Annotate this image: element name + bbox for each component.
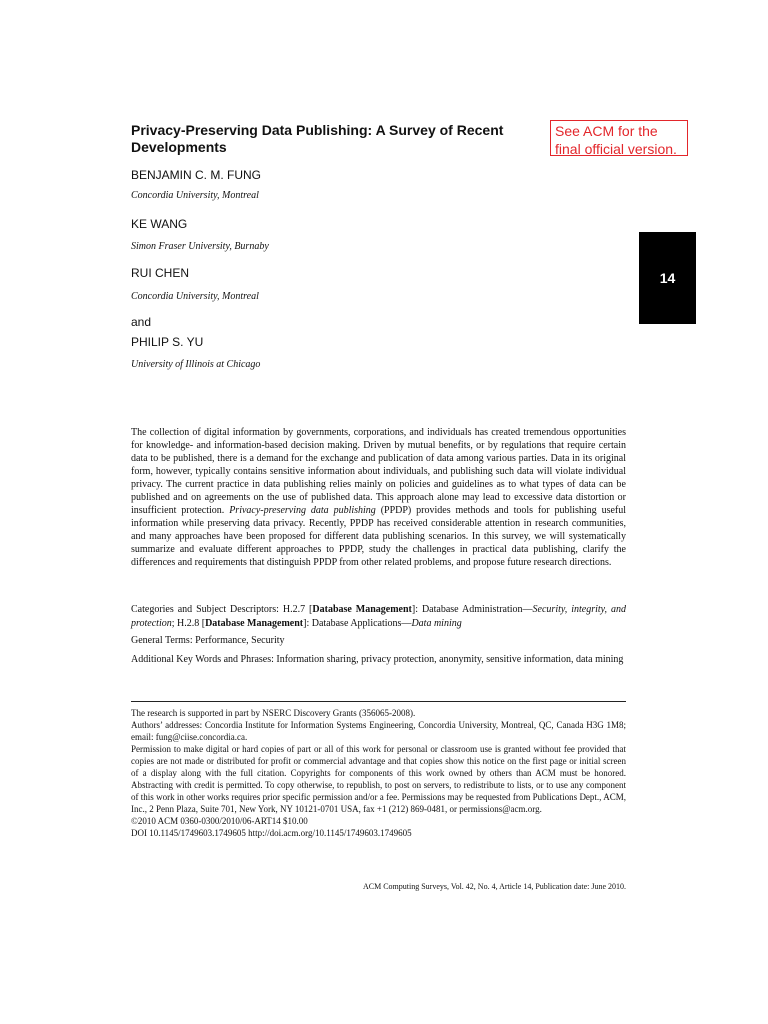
- footnote-divider: [131, 701, 626, 702]
- acm-version-notice[interactable]: See ACM for the final official version.: [550, 120, 688, 156]
- categories: [131, 603, 626, 631]
- category-name: Database Management: [205, 618, 304, 629]
- abstract-text: (PPDP) provides methods and tools for publishing useful information while preserving data privacy. Recently, PPDP has received considerable attention in research communities, and many approaches have been proposed for different data publishing scenarios. In this survey, we will systematically summarize and evaluate different approaches to PPDP, study the challenges in practical data publishing, clarify the differences and requirements that distinguish PPDP from other related problems, and propose future research directions.: [131, 504, 627, 568]
- author-conjunction: and: [131, 315, 152, 329]
- funding-note: The research is supported in part by NSERC Discovery Grants (356065-2008).: [131, 708, 416, 718]
- footnotes: [131, 707, 626, 839]
- paper-title: Privacy-Preserving Data Publishing: A Survey of Recent Developments: [131, 122, 504, 155]
- author-name: KE WANG: [131, 217, 188, 231]
- author-affiliation: Concordia University, Montreal: [131, 291, 259, 302]
- author-affiliation: Simon Fraser University, Burnaby: [131, 241, 269, 252]
- article-number: 14: [659, 270, 676, 286]
- author-affiliation: University of Illinois at Chicago: [131, 359, 261, 370]
- keywords: Additional Key Words and Phrases: Information sharing, privacy protection, anonymity, sensitive information, data mining: [131, 654, 624, 665]
- general-terms: General Terms: Performance, Security: [131, 635, 285, 646]
- category-subject: Data mining: [411, 618, 462, 629]
- article-number-tab: [639, 232, 696, 324]
- category-name: Database Management: [312, 604, 412, 615]
- categories-text: ]: Database Administration—: [411, 604, 533, 615]
- author-name: PHILIP S. YU: [131, 335, 204, 349]
- author-name: BENJAMIN C. M. FUNG: [131, 168, 262, 182]
- categories-text: ; H.2.8 [: [171, 618, 206, 629]
- abstract-text: The collection of digital information by governments, corporations, and individuals has created tremendous opportunities for knowledge- and information-based decision making. Driven by mutual benefits, or by regulations that require certain data to be published, there is a demand for the exchange and publication of data among various parties. Data in its original form, however, typically contains sensitive information about individuals, and publishing such data will violate individual privacy. The current practice in data publishing relies mainly on policies and guidelines as to what types of data can be published and on agreements on the use of published data. This approach alone may lead to excessive data distortion or insufficient protection.: [131, 427, 626, 516]
- journal-footer: ACM Computing Surveys, Vol. 42, No. 4, Article 14, Publication date: June 2010.: [362, 882, 626, 891]
- author-affiliation: Concordia University, Montreal: [131, 190, 259, 201]
- doi-line: DOI 10.1145/1749603.1749605 http://doi.acm.org/10.1145/1749603.1749605: [131, 828, 412, 838]
- abstract: [131, 427, 626, 569]
- permission-notice: Permission to make digital or hard copies of part or all of this work for personal or classroom use is granted without fee provided that copies are not made or distributed for profit or commercial advantage and that copies show this notice on the first page or initial screen of a display along with the full citation. Copyrights for components of this work owned by others than ACM must be honored. Abstracting with credit is permitted. To copy otherwise, to republish, to post on servers, to redistribute to lists, or to use any component of this work in other works requires prior specific permission and/or a fee. Permissions may be requested from Publications Dept., ACM, Inc., 2 Penn Plaza, Suite 701, New York, NY 10121-0701 USA, fax +1 (212) 869-0481, or permissions@acm.org.: [131, 744, 626, 814]
- category-subject: Security, integrity, and protection: [131, 604, 626, 629]
- abstract-term: Privacy-preserving data publishing: [229, 504, 376, 516]
- author-name: RUI CHEN: [131, 266, 190, 280]
- categories-text: ]: Database Applications—: [303, 618, 412, 629]
- copyright-line: ©2010 ACM 0360-0300/2010/06-ART14 $10.00: [131, 816, 308, 826]
- categories-text: Categories and Subject Descriptors: H.2.7 [: [131, 604, 313, 615]
- author-address: Authors’ addresses: Concordia Institute for Information Systems Engineering, Concordia University, Montreal, QC, Canada H3G 1M8; email: fung@ciise.concordia.ca.: [131, 720, 626, 742]
